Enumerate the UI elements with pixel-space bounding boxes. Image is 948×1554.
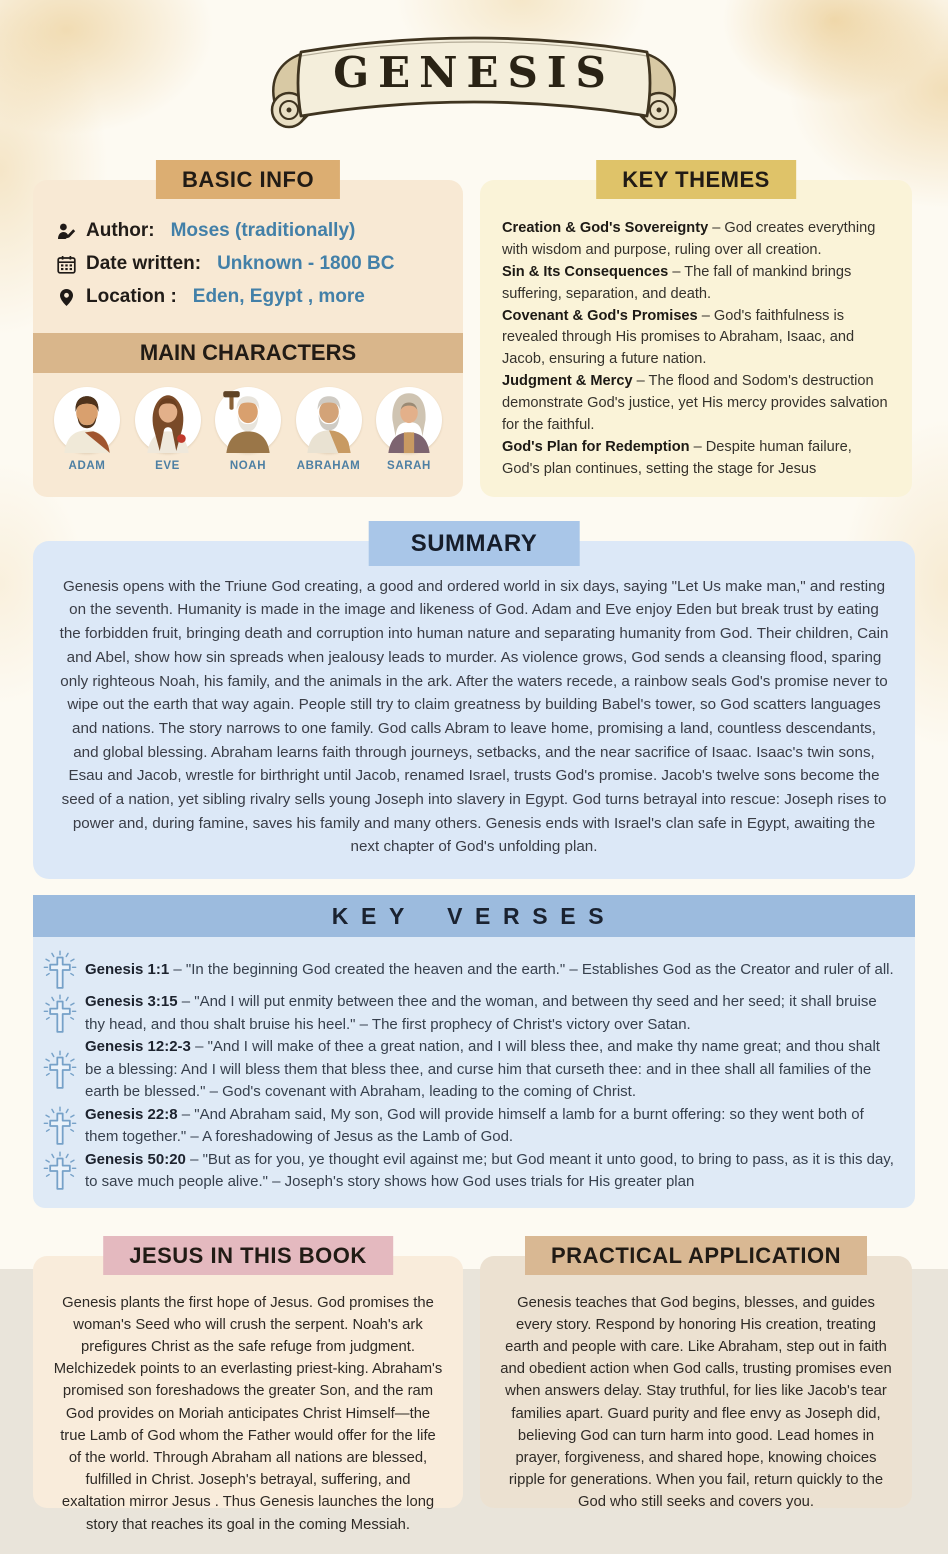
main-characters-row: [33, 373, 463, 482]
practical-application-text: Genesis teaches that God begins, blesses, and guides every story. Respond by honoring His creation, treating earth and people with care. Like Abraham, step out in faith and obedient action when God calls, trusting promises even when answers delay. Stay truthful, for lies like Jacob's tear families apart. Guard purity and flee envy as Joseph did, believing God can turn harm into good. Lead homes in prayer, forgiveness, and shared hope, knowing choices ripple for generations. When you fail, return quickly to the God who still seeks and covers you.: [500, 1294, 892, 1511]
theme-item: Creation & God's Sovereignty – God creates everything with wisdom and purpose, ruling over all creation.: [502, 220, 876, 258]
verse-text: – "And Abraham said, My son, God will provide himself a lamb for a burnt offering: so they went both of them together." – A foreshadowing of Jesus as the Lamb of God.: [85, 1105, 864, 1146]
character-name: ADAM: [68, 460, 106, 472]
author-row: [57, 220, 443, 242]
character-name: NOAH: [229, 460, 267, 472]
basic-info-title: BASIC INFO: [156, 160, 340, 199]
practical-application-card: [480, 1242, 912, 1511]
verse-text: – "And I will make of thee a great nation, and I will bless thee, and make thy name great; and thou shalt be a blessing: And I will bless them that bless thee, and curse him that curseth thee: and in thee shall all families of the earth be blessed." – God's covenant with Abraham, leading to the coming of Christ.: [85, 1038, 880, 1101]
theme-item: Judgment & Mercy – The flood and Sodom's destruction demonstrate God's justice, yet His mercy provides salvation for the faithful.: [502, 373, 888, 434]
verse-reference: Genesis 1:1: [85, 960, 170, 978]
radiant-cross-icon: [43, 1150, 77, 1192]
key-themes-card: [480, 167, 912, 497]
radiant-cross-icon: [43, 1049, 77, 1091]
radiant-cross-icon: [43, 993, 77, 1035]
verse-item: [43, 991, 897, 1036]
practical-application-title: PRACTICAL APPLICATION: [525, 1236, 867, 1275]
verse-text: – "In the beginning God created the heaven and the earth." – Establishes God as the Creator and ruler of all.: [173, 960, 894, 978]
author-label: Author:: [86, 220, 155, 241]
jesus-in-this-book-title: JESUS IN THIS BOOK: [103, 1236, 393, 1275]
jesus-in-this-book-card: [33, 1242, 463, 1533]
character-adam: [51, 387, 123, 472]
avatar-eve: [135, 387, 201, 453]
key-themes-title: KEY THEMES: [596, 160, 796, 199]
verse-item: [43, 949, 897, 991]
location-label: Location :: [86, 286, 177, 307]
verse-reference: Genesis 3:15: [85, 993, 178, 1011]
summary-text: Genesis opens with the Triune God creating, a good and ordered world in six days, saying "Let Us make man," and resting on the seventh. Humanity is made in the image and likeness of God. Adam and Eve enjoy Eden but break trust by eating the forbidden fruit, bringing death and corruption into human nature and separating humanity from God. Their children, Cain and Abel, show how sin spreads when jealousy leads to murder. As violence grows, God sends a cleansing flood, sparing only righteous Noah, his family, and the animals in the ark. After the waters recede, a rainbow seals God's promise never to wipe out the earth that way again. People still try to claim greatness by building Babel's tower, so God scatters languages and nations. The story narrows to one family. God calls Abram to leave home, promising a land, countless descendants, and global blessing. Abraham learns faith through journeys, setbacks, and the near sacrifice of Isaac. Isaac's twin sons, Esau and Jacob, wrestle for birthright until Jacob, renamed Israel, trusts God's promise. Jacob's twelve sons become the seed of a nation, yet sibling rivalry sells young Joseph into slavery in Egypt. God turns betrayal into rescue: Joseph rises to power and, during famine, saves his family and many others. Genesis ends with Israel's clan safe in Egypt, awaiting the next chapter of God's unfolding plan.: [59, 577, 889, 856]
basic-info-list: [33, 180, 463, 329]
verse-text: – "And I will put enmity between thee and the woman, and between thy seed and her seed; it shall bruise thy head, and thou shalt bruise his heel." – The first prophecy of Christ's victory over Satan.: [85, 993, 877, 1033]
verse-item: [43, 1149, 897, 1194]
header-banner: [0, 0, 948, 152]
verse-text: – "But as for you, ye thought evil against me; but God meant it unto good, to bring to pass, as it is this day, to save much people alive." – Joseph's story shows how God uses trials for His greater plan: [85, 1150, 894, 1191]
character-name: EVE: [155, 460, 180, 472]
top-row: [33, 152, 915, 497]
character-eve: [132, 387, 204, 472]
scroll-banner-graphic: [239, 18, 709, 158]
key-themes-list: [480, 180, 912, 497]
bottom-row: [33, 1242, 915, 1533]
key-verses-list: [33, 937, 915, 1208]
summary-card: [33, 529, 915, 879]
location-row: [57, 286, 443, 308]
calendar-icon: [57, 255, 76, 274]
location-value: Eden, Egypt , more: [192, 286, 365, 307]
character-sarah: [373, 387, 445, 472]
summary-title: SUMMARY: [369, 521, 580, 567]
avatar-noah: [215, 387, 281, 453]
radiant-cross-icon: [43, 949, 77, 991]
author-icon: [57, 222, 76, 241]
location-icon: [57, 288, 76, 307]
date-written-label: Date written:: [86, 253, 202, 274]
verse-reference: Genesis 22:8: [85, 1105, 178, 1123]
character-noah: [212, 387, 284, 472]
theme-item: Sin & Its Consequences – The fall of mankind brings suffering, separation, and death.: [502, 263, 852, 302]
verse-reference: Genesis 50:20: [85, 1150, 186, 1168]
avatar-sarah: [376, 387, 442, 453]
avatar-abraham: [296, 387, 362, 453]
date-written-row: [57, 253, 443, 275]
basic-info-card: [33, 167, 463, 497]
jesus-in-this-book-text: Genesis plants the first hope of Jesus. God promises the woman's Seed who will crush the serpent. Noah's ark prefigures Christ as the safe refuge from judgment. Melchizedek points to an everlasting priest-king. Abraham's promised son foreshadows the greater Son, and the ram God provides on Moriah anticipates Christ Himself—the true Lamb of God whom the Father would offer for the life of the world. Through Abraham all nations are blessed, fulfilled in Christ. Joseph's betrayal, suffering, and exaltation mirror Jesus . Thus Genesis launches the long story that reaches its goal in the coming Messiah.: [53, 1294, 443, 1533]
date-written-value: Unknown - 1800 BC: [217, 253, 395, 274]
theme-item: Covenant & God's Promises – God's faithfulness is revealed through His promises to Abraham, Isaac, and Jacob, ensuring a future nation.: [502, 307, 855, 368]
character-abraham: [293, 387, 365, 472]
character-name: SARAH: [387, 460, 431, 472]
verse-item: [43, 1036, 897, 1104]
author-value: Moses (traditionally): [170, 220, 356, 241]
theme-item: God's Plan for Redemption – Despite human failure, God's plan continues, setting the stage for Jesus: [502, 438, 852, 477]
key-verses-title: KEY VERSES: [33, 895, 915, 937]
verse-item: [43, 1104, 897, 1149]
main-characters-title: MAIN CHARACTERS: [33, 333, 463, 373]
character-name: ABRAHAM: [296, 460, 361, 472]
book-title: GENESIS: [333, 48, 615, 97]
verse-reference: Genesis 12:2-3: [85, 1038, 191, 1056]
radiant-cross-icon: [43, 1105, 77, 1147]
avatar-adam: [54, 387, 120, 453]
